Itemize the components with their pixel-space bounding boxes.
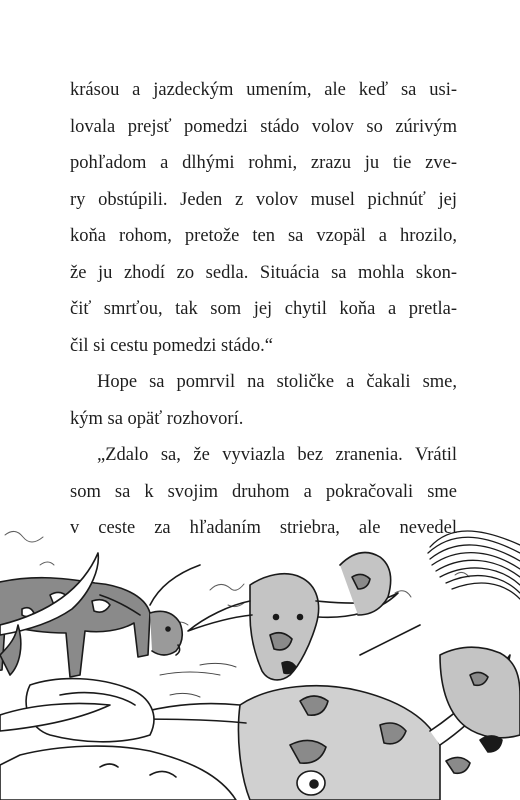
text-line: kým sa opäť rozhovorí.: [70, 408, 244, 429]
text-line: som sa k svojim druhom a pokračovali sme: [70, 481, 457, 502]
spotted-cow-center: [188, 553, 398, 680]
cow-group-left: [0, 625, 236, 800]
text-line: že ju zhodí zo sedla. Situácia sa mohla skon-: [70, 262, 457, 283]
text-line: krásou a jazdeckým umením, ale keď sa usi-: [70, 80, 457, 100]
cow-tail-swish: [428, 531, 520, 599]
text-line: pohľadom a dlhými rohmi, zrazu ju tie zve-: [70, 153, 457, 173]
text-line: čiť smrťou, tak som jej chytil koňa a pretla-: [70, 299, 457, 319]
text-line: čil si cestu pomedzi stádo.“: [70, 335, 273, 356]
text-line: Hope sa pomrvil na stoličke a čakali sme,: [97, 372, 457, 392]
text-line: „Zdalo sa, že vyviazla bez zranenia. Vrátil: [97, 445, 457, 465]
body-text: [70, 72, 457, 547]
text-line: v ceste za hľadaním striebra, ale nevedel: [70, 518, 457, 538]
longhorn-herd-illustration: [0, 505, 520, 800]
text-line: koňa rohom, pretože ten sa vzopäl a hrozilo,: [70, 226, 457, 246]
text-line: ry obstúpili. Jeden z volov musel pichnúť jej: [70, 189, 457, 210]
text-line: lovala prejsť pomedzi stádo volov so zúrivým: [70, 116, 457, 137]
ground-lines: [160, 663, 236, 697]
